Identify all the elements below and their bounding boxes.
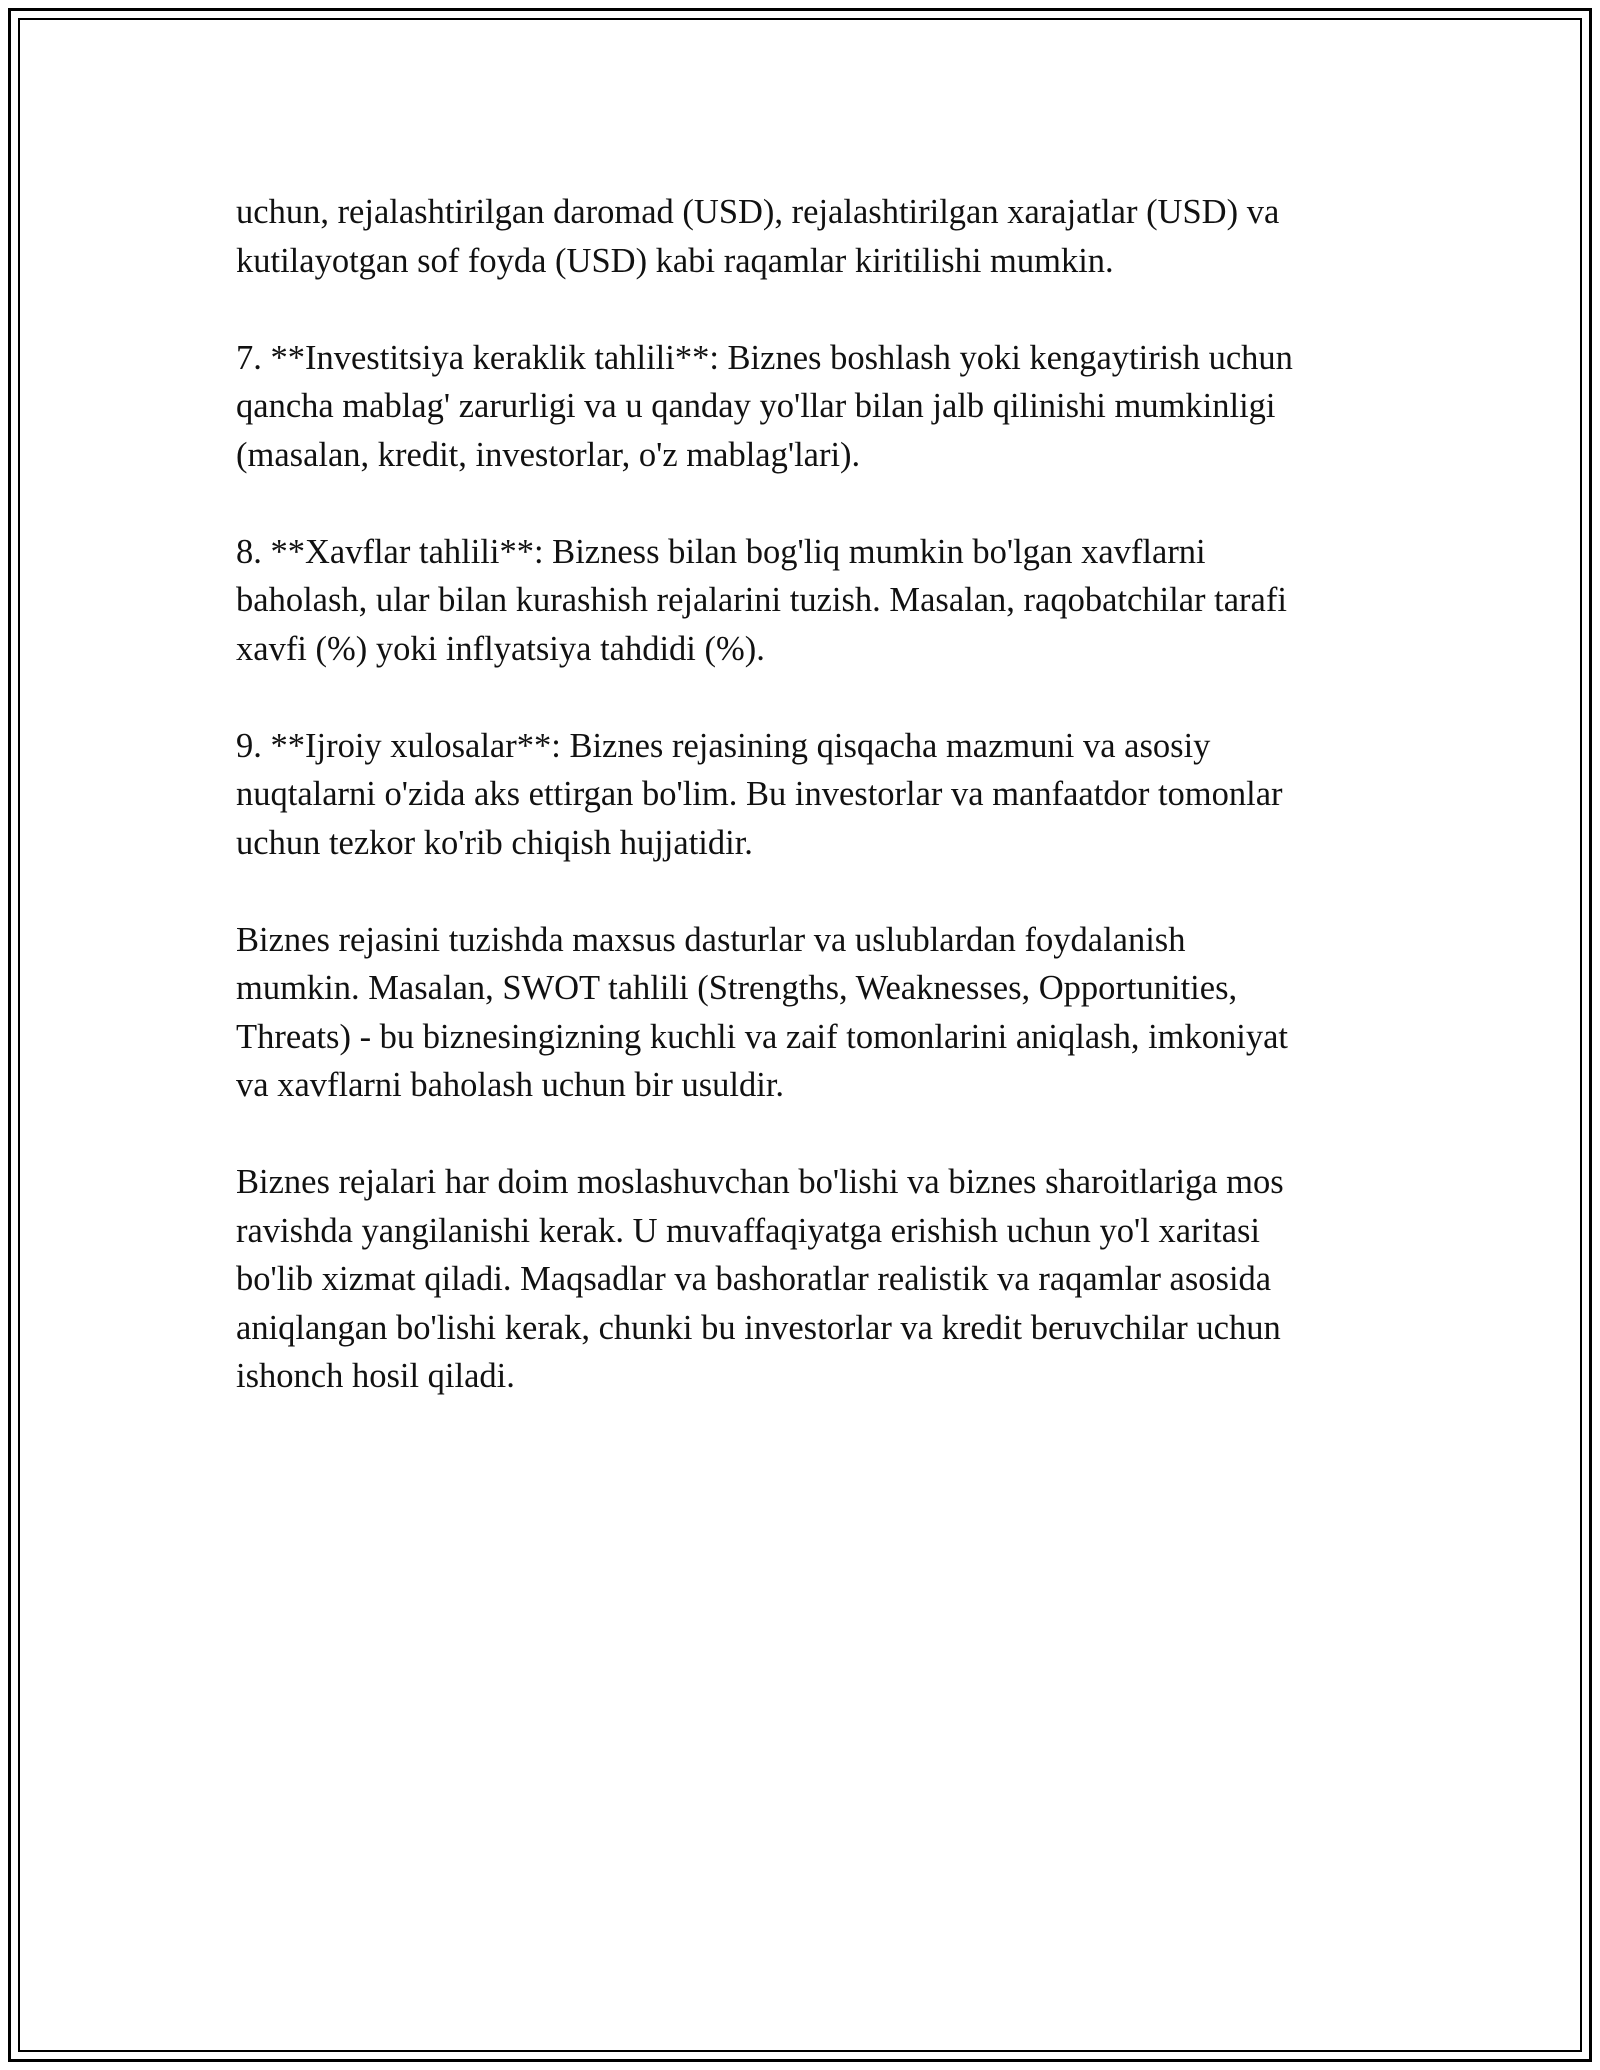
paragraph-investment-analysis: 7. **Investitsiya keraklik tahlili**: Biznes boshlash yoki kengaytirish uchun qancha mablag' zarurligi va u qanday yo'llar bilan jalb qilinishi mumkinligi (masalan, kredit, investorlar, o'z mablag'lari). bbox=[236, 338, 1293, 474]
paragraph-risk-analysis: 8. **Xavflar tahlili**: Bizness bilan bog'liq mumkin bo'lgan xavflarni baholash, ular bilan kurashish rejalarini tuzish. Masalan, raqobatchilar tarafi xavfi (%) yoki inflyatsiya tahdidi (%). bbox=[236, 532, 1287, 668]
paragraph-swot: Biznes rejasini tuzishda maxsus dasturlar va uslublardan foydalanish mumkin. Masalan, SWOT tahlili (Strengths, Weaknesses, Opportunities, Threats) - bu biznesingizning kuchli va zaif tomonlarini aniqlash, imkoniyat va xavflarni baholash uchun bir usuldir. bbox=[236, 920, 1288, 1104]
paragraph-financial-figures: uchun, rejalashtirilgan daromad (USD), rejalashtirilgan xarajatlar (USD) va kutilayotgan sof foyda (USD) kabi raqamlar kiritilishi mumkin. bbox=[236, 193, 1280, 280]
paragraph-flexibility: Biznes rejalari har doim moslashuvchan bo'lishi va biznes sharoitlariga mos ravishda yangilanishi kerak. U muvaffaqiyatga erishish uchun yo'l xaritasi bo'lib xizmat qiladi. Maqsadlar va bashoratlar realistik va raqamlar asosida aniqlangan bo'lishi kerak, chunki bu investorlar va kredit beruvchilar uchun ishonch hosil qiladi. bbox=[236, 1163, 1284, 1395]
document-body bbox=[236, 188, 1366, 1449]
paragraph-executive-summary: 9. **Ijroiy xulosalar**: Biznes rejasining qisqacha mazmuni va asosiy nuqtalarni o'zida aks ettirgan bo'lim. Bu investorlar va manfaatdor tomonlar uchun tezkor ko'rib chiqish hujjatidir. bbox=[236, 726, 1283, 862]
